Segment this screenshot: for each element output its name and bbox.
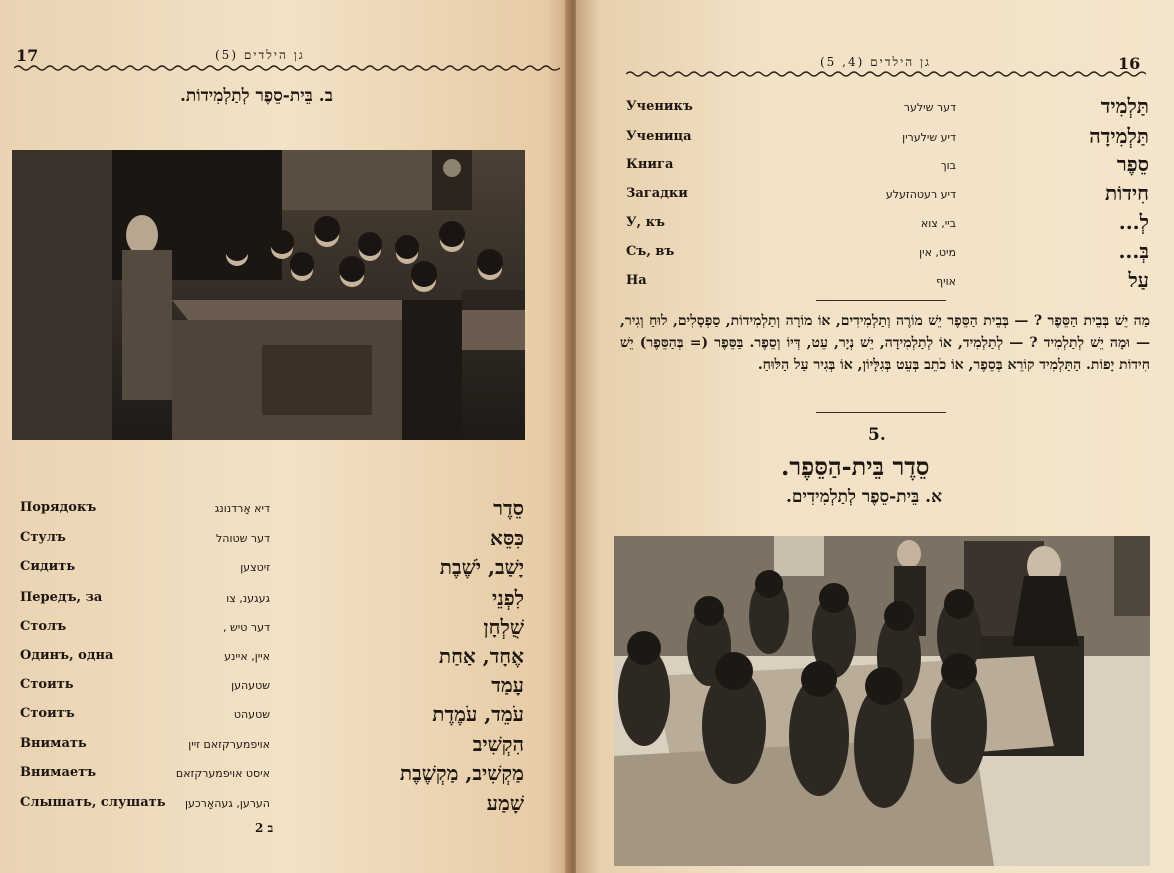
running-head: גן הילדים (5) <box>215 48 305 62</box>
yiddish-word: אויפמערקזאם זיין <box>188 738 270 751</box>
russian-word: Внимать <box>20 736 87 751</box>
hebrew-word: לִפְנֵי <box>492 586 524 610</box>
russian-word: Стоить <box>20 677 74 692</box>
hebrew-word: יָשַׁב, יֹשֶׁבֶת <box>439 555 524 579</box>
hebrew-word: עָמַד <box>491 673 524 697</box>
hebrew-word: סֵפֶר <box>1116 152 1149 176</box>
hebrew-word: סֵדֶר <box>493 496 524 520</box>
yiddish-word: שטעהען <box>231 679 270 692</box>
russian-word: Передъ, за <box>20 590 103 605</box>
russian-word: Слышать, слушать <box>20 795 166 810</box>
russian-word: На <box>626 273 647 288</box>
hebrew-word: שָׁמַע <box>486 791 524 815</box>
yiddish-word: בוך <box>940 159 956 172</box>
russian-word: Сидить <box>20 559 76 574</box>
section-title: א. בֵּית-סֵפֶר לְתַלְמִידִים. <box>786 487 942 507</box>
russian-word: Порядокъ <box>20 500 97 515</box>
hebrew-word: לְ... <box>1118 210 1149 234</box>
hebrew-word: תַּלְמִידָה <box>1089 124 1149 148</box>
page-number: 16 <box>1118 54 1141 73</box>
hebrew-word: מַקְשִׁיב, מַקְשֶׁבֶת <box>399 761 524 785</box>
yiddish-word: זיטצען <box>240 561 270 574</box>
russian-word: Съ, въ <box>626 244 675 259</box>
right-page <box>576 0 1174 873</box>
page-number: 17 <box>16 46 39 65</box>
russian-word: Стулъ <box>20 530 66 545</box>
hebrew-word: בְּ... <box>1118 239 1149 263</box>
lesson-title: סֵדֶר בֵּית-הַסֵּפֶר. <box>781 452 930 481</box>
russian-word: Ученица <box>626 129 692 144</box>
hebrew-word: כִּסֵּא <box>490 526 524 550</box>
russian-word: Стоитъ <box>20 706 75 721</box>
yiddish-word: דער שילער <box>903 101 956 114</box>
hebrew-word: עַל <box>1128 268 1149 292</box>
russian-word: Столъ <box>20 619 67 634</box>
hebrew-word: תַּלְמִיד <box>1100 94 1149 118</box>
header-rule <box>14 64 560 72</box>
russian-word: У, къ <box>626 215 665 230</box>
yiddish-word: דער שטוהל <box>216 532 270 545</box>
yiddish-word: מיט, אין <box>919 246 956 259</box>
russian-word: Внимаетъ <box>20 765 97 780</box>
yiddish-word: דיא אָרדנונג <box>214 502 270 515</box>
left-page <box>0 0 570 873</box>
yiddish-word: אויף <box>936 275 956 288</box>
yiddish-word: שטעהט <box>233 708 270 721</box>
divider <box>816 412 946 413</box>
yiddish-word: איסט אויפמערקזאם <box>175 767 270 780</box>
header-rule <box>626 70 1146 78</box>
russian-word: Одинъ, одна <box>20 648 114 663</box>
divider <box>816 300 946 301</box>
lesson-number: 5. <box>868 425 886 445</box>
yiddish-word: געגענ, צו <box>226 592 270 605</box>
classroom-boys-illustration <box>614 536 1150 866</box>
yiddish-word: הערען, געהאָרכען <box>184 797 270 810</box>
reading-paragraph: מַה יֵשׁ בְּבֵית הַסֵּפֶר ? — בְּבֵית הַסֵּפֶר יֵשׁ מוֹרֶה וְתַלְמִידִים, אוֹ מוֹרָה וְתַלְמִידוֹת, סַפְסָלִים, לוּחַ וְגִיר, — וּמָה יֵשׁ לְתַלְמִיד ? — לְתַלְמִיד, אוֹ לְתַלְמִידָה, יֵשׁ נְיָר, עֵט, דְּיוֹ וְסֵפֶר. בַּסֵּפֶר (= בְּהַסֵּפֶר) יֵשׁ חִידוֹת יָפוֹת. הַתַּלְמִיד קוֹרֵא בְּסֵפֶר, אוֹ כֹתֵב בְּעֵט בְּגִלָּיוֹן, אוֹ בְּגִיר עַל הַלּוּחַ. <box>620 313 1150 373</box>
hebrew-word: עֹמֵד, עֹמֶדֶת <box>432 702 524 726</box>
russian-word: Загадки <box>626 186 688 201</box>
classroom-girls-illustration <box>12 150 525 440</box>
yiddish-word: דיע שילערין <box>902 131 956 144</box>
hebrew-word: שֻׁלְחָן <box>483 615 524 639</box>
yiddish-word: ביי, צוא <box>920 217 956 230</box>
hebrew-word: הִקְשִׁיב <box>472 732 524 756</box>
russian-word: Ученикъ <box>626 99 693 114</box>
yiddish-word: דיע רעטהזעלע <box>885 188 956 201</box>
hebrew-word: אֶחָד, אַחַת <box>438 644 524 668</box>
hebrew-word: חִידוֹת <box>1104 181 1149 205</box>
section-title: ב. בֵּית-סֵפֶר לְתַלְמִידוֹת. <box>180 86 333 106</box>
running-head: גן הילדים (4, 5) <box>820 55 931 69</box>
yiddish-word: איין, איינע <box>224 650 270 663</box>
russian-word: Книга <box>626 157 674 172</box>
yiddish-word: דער טיש , <box>223 621 270 634</box>
signature-mark: ב 2 <box>255 821 274 835</box>
